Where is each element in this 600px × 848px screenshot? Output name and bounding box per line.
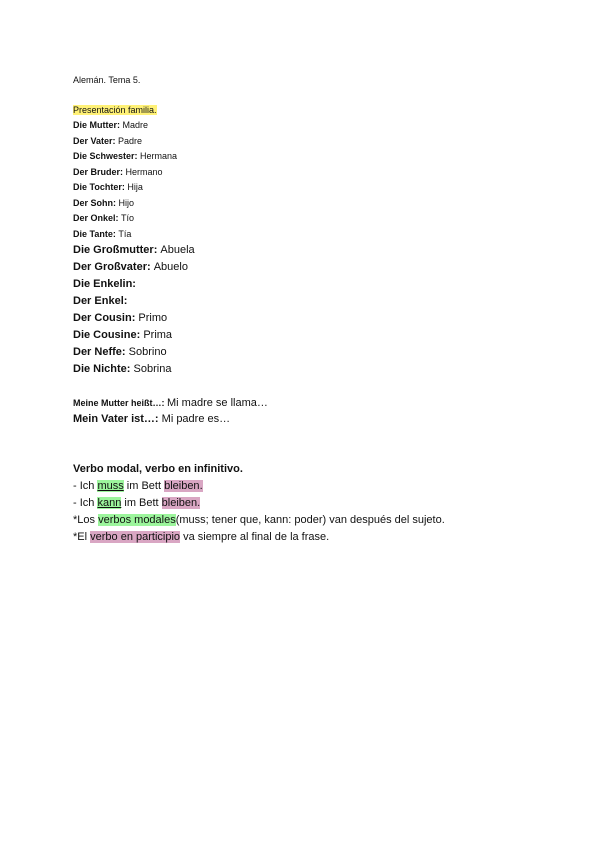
- german-phrase: Mein Vater ist…: [73, 413, 155, 425]
- section-heading-family: [73, 106, 157, 115]
- german-word: Der Bruder: [73, 166, 121, 177]
- vocab-item: Der Onkel: Tío: [73, 213, 135, 223]
- vocab-item: Der Bruder: Hermano: [73, 166, 163, 177]
- spanish-translation: Hermana: [140, 151, 178, 161]
- german-word: Der Onkel: [73, 213, 116, 223]
- note-line: *El verbo en participio va siempre al final de la frase.: [73, 531, 330, 543]
- participle-highlight: verbo en participio: [90, 531, 181, 543]
- german-word: Der Vater: [73, 135, 113, 146]
- spanish-translation: Prima: [143, 329, 173, 341]
- german-word: Die Enkelin: [73, 278, 133, 290]
- document-title: Alemán. Tema 5.: [73, 75, 141, 85]
- vocab-item: Der Großvater: Abuelo: [73, 261, 188, 273]
- infinitive-highlight: bleiben.: [164, 480, 203, 492]
- spanish-translation: Tía: [118, 228, 132, 239]
- german-word: Die Mutter: [73, 120, 118, 130]
- german-word: Der Großvater: [73, 261, 147, 273]
- note-line: *Los verbos modales(muss; tener que, kann: poder) van después del sujeto.: [73, 514, 445, 526]
- spanish-translation: Padre: [118, 135, 143, 146]
- vocab-item: Die Tochter: Hija: [73, 182, 143, 192]
- phrase-line: Mein Vater ist…: Mi padre es…: [73, 413, 231, 425]
- vocab-item: Der Cousin: Primo: [73, 312, 168, 324]
- vocab-item: Die Großmutter: Abuela: [73, 244, 195, 256]
- german-word: Der Sohn: [73, 197, 114, 208]
- german-word: Die Tante: [73, 228, 113, 239]
- spanish-translation: Mi padre es…: [161, 413, 231, 425]
- vocab-item: Die Tante: Tía: [73, 228, 132, 239]
- german-word: Die Großmutter: [73, 244, 154, 256]
- vocab-item: Der Enkel:: [73, 295, 128, 307]
- german-word: Der Neffe: [73, 346, 122, 358]
- german-word: Die Schwester: [73, 151, 135, 161]
- example-sentence: - Ich kann im Bett bleiben.: [73, 497, 201, 509]
- vocab-item: Die Enkelin:: [73, 278, 136, 290]
- spanish-translation: Primo: [138, 312, 168, 324]
- german-word: Die Cousine: [73, 329, 137, 341]
- german-word: Die Nichte: [73, 363, 127, 375]
- spanish-translation: Hermano: [125, 166, 163, 177]
- vocab-item: Die Schwester: Hermana: [73, 151, 178, 161]
- spanish-translation: Hija: [127, 182, 143, 192]
- german-word: Die Tochter: [73, 182, 122, 192]
- spanish-translation: Mi madre se llama…: [167, 397, 268, 409]
- spanish-translation: Abuelo: [153, 261, 188, 273]
- spanish-translation: Sobrino: [128, 346, 167, 358]
- modal-verbs-highlight: verbos modales: [98, 514, 176, 526]
- modal-verb-highlight: kann: [97, 497, 122, 509]
- spanish-translation: Madre: [122, 120, 149, 130]
- german-word: Der Enkel: [73, 295, 124, 307]
- infinitive-highlight: bleiben.: [161, 497, 201, 509]
- phrase-line: Meine Mutter heißt…: Mi madre se llama…: [73, 397, 268, 409]
- vocab-item: Die Cousine: Prima: [73, 329, 173, 341]
- example-sentence: - Ich muss im Bett bleiben.: [73, 480, 203, 492]
- spanish-translation: Abuela: [160, 244, 195, 256]
- german-phrase: Meine Mutter heißt…: [73, 398, 162, 408]
- highlighted-heading: Presentación familia.: [73, 105, 157, 115]
- vocab-item: Der Neffe: Sobrino: [73, 346, 167, 358]
- german-word: Der Cousin: [73, 312, 132, 324]
- vocab-item: Die Mutter: Madre: [73, 120, 149, 130]
- modal-verb-highlight: muss: [97, 480, 124, 492]
- vocab-item: Der Sohn: Hijo: [73, 197, 135, 208]
- vocab-item: Die Nichte: Sobrina: [73, 363, 172, 375]
- spanish-translation: Tío: [121, 213, 135, 223]
- vocab-item: Der Vater: Padre: [73, 135, 143, 146]
- section-heading-modal: Verbo modal, verbo en infinitivo.: [73, 463, 243, 475]
- spanish-translation: Hijo: [118, 197, 135, 208]
- spanish-translation: Sobrina: [133, 363, 172, 375]
